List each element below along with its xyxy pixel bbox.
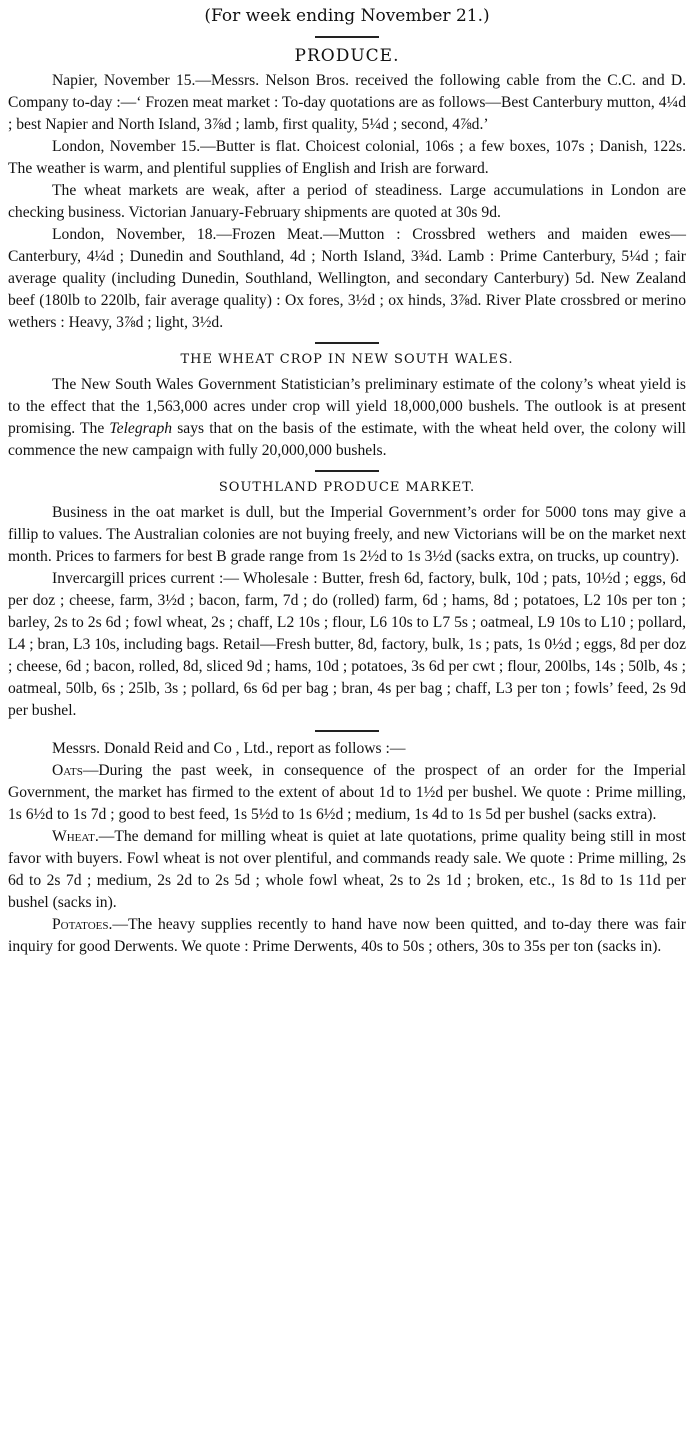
produce-section <box>8 44 686 334</box>
reid-oats-paragraph <box>8 760 686 826</box>
southland-paragraph-prices: Invercargill prices current :— Wholesale : Butter, fresh 6d, factory, bulk, 10d ; pats, 10½d ; eggs, 6d per doz ; cheese, farm, 3½d ; bacon, farm, 7d ; do (rolled) farm, 6d ; hams, 8d ; potatoes, L2 10s per ton ; barley, 2s to 2s 6d ; fowl wheat, 2s ; chaff, L2 10s ; flour, L6 10s to L7 5s ; oatmeal, L9 10s to L10 ; pollard, L4 ; bran, L3 10s, including bags. Retail—Fresh butter, 8d, factory, bulk, 1s ; pats, 1s 0½d ; eggs, 8d per doz ; cheese, 6d ; bacon, rolled, 8d, sliced 9d ; hams, 10d ; potatoes, 3s 6d per cwt ; flour, 200lbs, 14s ; 50lb, 4s ; oatmeal, 50lb, 6s ; 25lb, 3s ; pollard, 6s 6d per bag ; bran, 4s per bag ; chaff, L3 per ton ; fowls’ feed, 2s 9d per bushel. <box>8 570 686 719</box>
oats-text: —During the past week, in consequence of the prospect of an order for the Imperial Government, the market has firmed to the extent of about 1d to 1½d per bushel. We quote : Prime milling, 1s 6½d to 1s 7d ; good to best feed, 1s 5½d to 1s 6½d ; medium, 1s 4d to 1s 5d per bushel (sacks extra). <box>8 762 686 823</box>
reid-report-section <box>8 738 686 958</box>
produce-paragraph-wheat-markets: The wheat markets are weak, after a period of steadiness. Large accumulations in London are checking business. Victorian January-February shipments are quoted at 30s 9d. <box>8 182 686 221</box>
section-divider <box>315 36 379 38</box>
reid-potatoes-paragraph <box>8 914 686 958</box>
reid-intro: Messrs. Donald Reid and Co , Ltd., report as follows :— <box>52 740 406 757</box>
section-divider <box>315 342 379 344</box>
produce-paragraph-napier: Napier, November 15.—Messrs. Nelson Bros. received the following cable from the C.C. and D. Company to-day :—‘ Frozen meat market : To-day quotations are as follows—Best Canterbury mutton, 4¼d ; best Napier and North Island, 3⅞d ; lamb, first quality, 5¼d ; second, 4⅞d.’ <box>8 72 686 133</box>
wheat-crop-text-after: says that on the basis of the estimate, with the wheat held over, the colony will commence the new campaign with fully 20,000,000 bushels. <box>8 420 686 459</box>
oats-lead: Oats <box>52 762 83 779</box>
wheat-crop-heading: THE WHEAT CROP IN NEW SOUTH WALES. <box>180 352 514 367</box>
potatoes-lead: Potatoes <box>52 916 109 933</box>
wheat-lead: Wheat <box>52 828 95 845</box>
section-divider <box>315 470 379 472</box>
produce-paragraph-frozen-meat: London, November, 18.—Frozen Meat.—Mutton : Crossbred wethers and maiden ewes—Canterbury, 4¼d ; Dunedin and Southland, 4d ; North Island, 3¾d. Lamb : Prime Canterbury, 5¼d ; fair average quality (including Dunedin, Southland, Wellington, and secondary Canterbury) 5d. New Zealand beef (180lb to 220lb, fair average quality) : Ox fores, 3½d ; ox hinds, 3⅞d. River Plate crossbred or merino wethers : Heavy, 3⅞d ; light, 3½d. <box>8 226 686 331</box>
southland-section <box>8 478 686 722</box>
wheat-crop-text-before: The New South Wales Government Statistician’s preliminary estimate of the colony’s wheat yield is to the effect that the 1,563,000 acres under crop will yield 18,000,000 bushels. The outlook is at present promising. The <box>8 376 686 437</box>
southland-heading: SOUTHLAND PRODUCE MARKET. <box>218 480 476 495</box>
wheat-text: .—The demand for milling wheat is quiet at late quotations, prime quality being still in most favor with buyers. Fowl wheat is not over plentiful, and commands ready sale. We quote : Prime milling, 2s 6d to 2s 7d ; medium, 2s 2d to 2s 5d ; whole fowl wheat, 2s to 2s 1d ; broken, etc., 1s 8d to 1s 11d per bushel (sacks in). <box>8 828 686 911</box>
section-divider <box>315 730 379 732</box>
wheat-crop-paragraph <box>8 374 686 462</box>
reid-wheat-paragraph <box>8 826 686 914</box>
produce-paragraph-london-butter: London, November 15.—Butter is flat. Choicest colonial, 106s ; a few boxes, 107s ; Danish, 122s. The weather is warm, and plentiful supplies of English and Irish are forward. <box>8 138 686 177</box>
wheat-crop-section <box>8 350 686 462</box>
southland-paragraph-oat-market: Business in the oat market is dull, but the Imperial Government’s order for 5000 tons may give a fillip to values. The Australian colonies are not buying freely, and new Victorians will be on the market next month. Prices to farmers for best B grade range from 1s 2½d to 1s 3½d (sacks extra, on trucks, up country). <box>8 504 686 565</box>
week-line: (For week ending November 21.) <box>204 6 490 26</box>
telegraph-title: Telegraph <box>109 420 173 437</box>
produce-heading: PRODUCE. <box>294 46 400 66</box>
potatoes-text: .—The heavy supplies recently to hand have now been quitted, and to-day there was fair inquiry for good Derwents. We quote : Prime Derwents, 40s to 50s ; others, 30s to 35s per ton (sacks in). <box>8 916 686 955</box>
